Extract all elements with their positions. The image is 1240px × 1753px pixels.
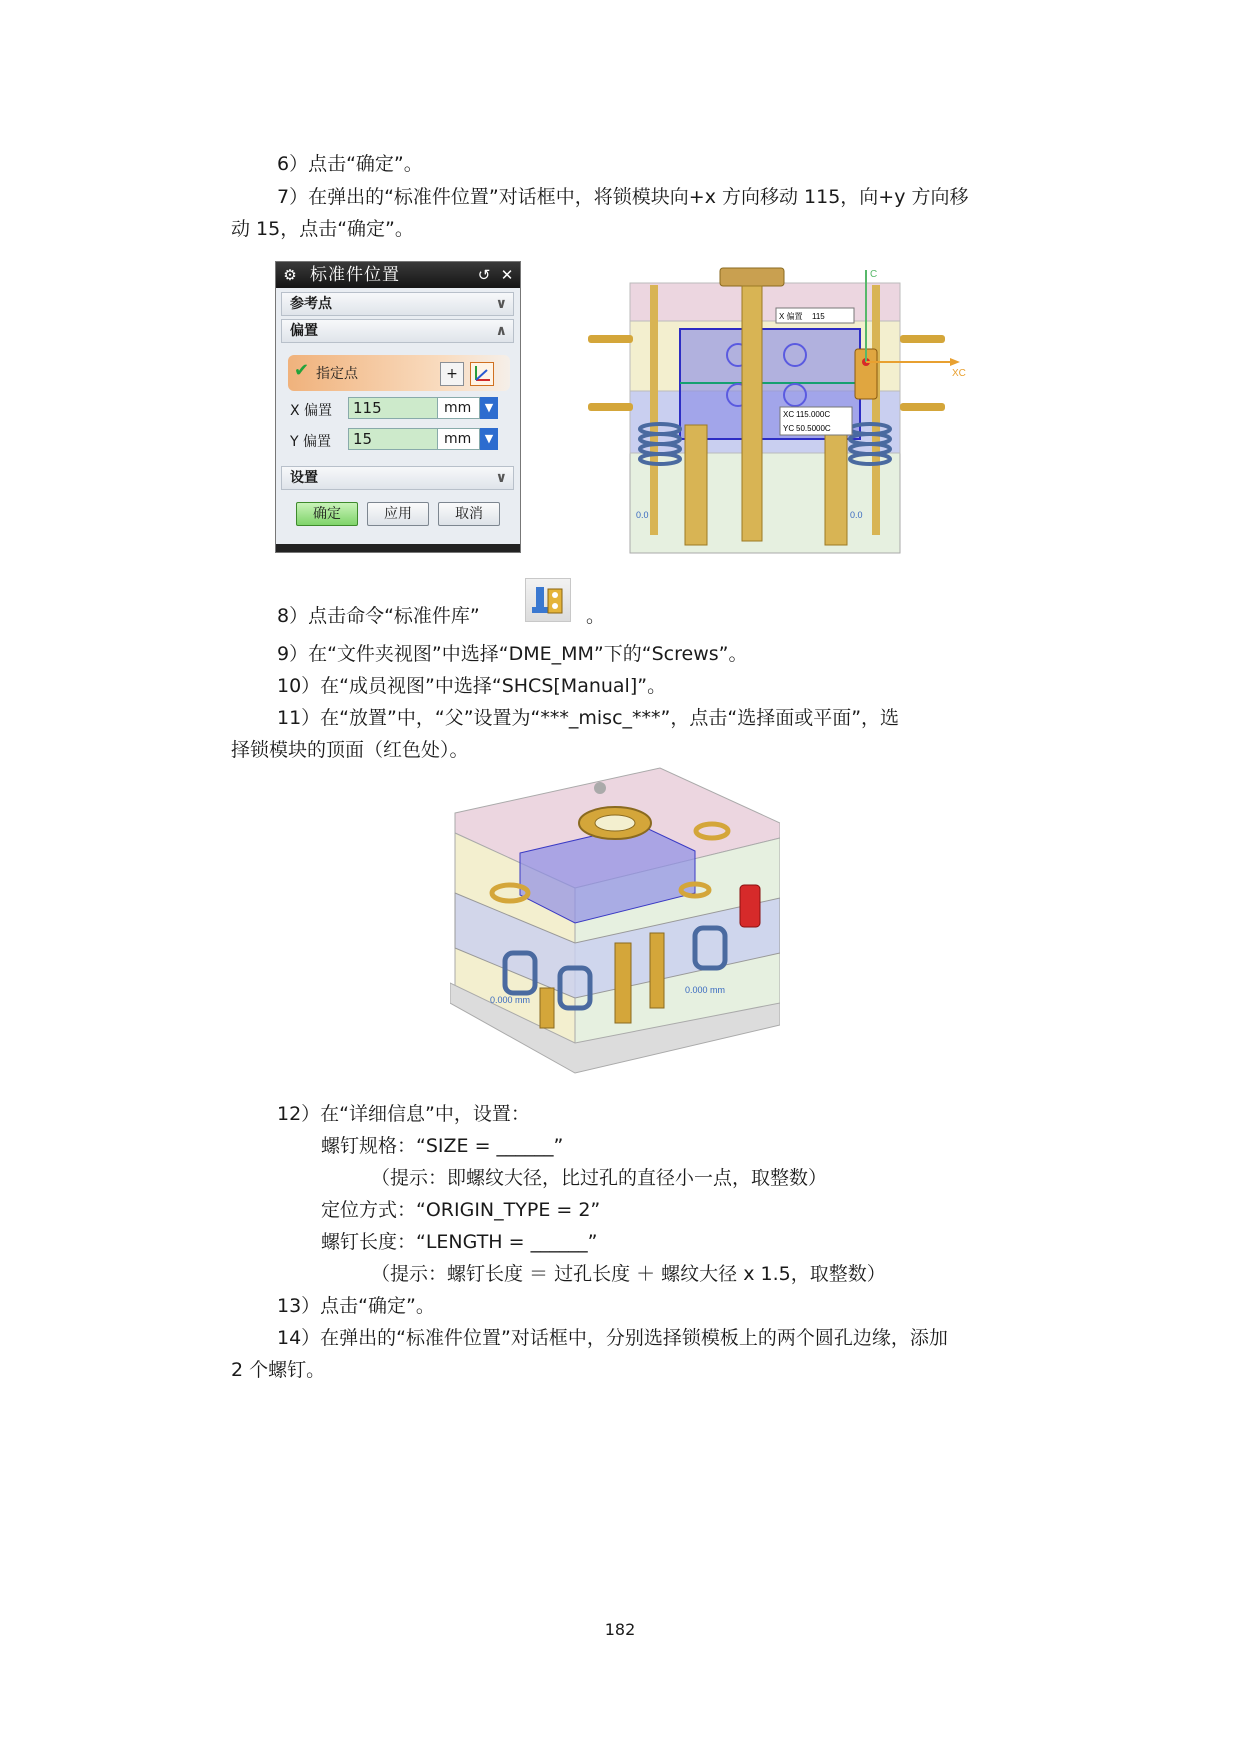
- y-offset-dropdown-icon[interactable]: ▼: [480, 428, 498, 450]
- checkmark-icon: ✔: [294, 360, 310, 381]
- return-pin: [650, 285, 658, 535]
- x-offset-unit[interactable]: mm: [438, 397, 480, 419]
- dialog-titlebar: [276, 262, 520, 288]
- close-icon[interactable]: ✕: [500, 266, 514, 284]
- point-dialog-icon[interactable]: +: [440, 362, 464, 386]
- sprue-bushing: [742, 286, 762, 541]
- step-6: 6）点击“确定”。: [277, 153, 423, 175]
- step-12-origin: 定位方式：“ORIGIN_TYPE = 2”: [321, 1199, 601, 1221]
- yc-value: 50.5000C: [796, 424, 831, 433]
- step-12-length: 螺钉长度：“LENGTH = ______”: [321, 1231, 598, 1253]
- yc-label: YC: [783, 424, 795, 433]
- section-reference-point[interactable]: [281, 292, 514, 316]
- step-12-hint2: （提示：螺钉长度 ＝ 过孔长度 ＋ 螺纹大径 x 1.5，取整数）: [371, 1263, 886, 1285]
- step-12-hint1: （提示：即螺纹大径，比过孔的直径小一点，取整数）: [371, 1167, 828, 1189]
- library-glyph-icon: [526, 579, 570, 621]
- iso-guide-pin: [650, 933, 664, 1008]
- iso-dim-text: 0.000 mm: [685, 985, 726, 995]
- step-7-line2: 动 15，点击“确定”。: [231, 218, 414, 240]
- step-8-end: 。: [586, 605, 606, 627]
- x-offset-label: X 偏置: [290, 403, 333, 419]
- specify-point-label: 指定点: [316, 366, 358, 382]
- x-offset-dropdown-icon[interactable]: ▼: [480, 397, 498, 419]
- y-offset-input[interactable]: 15: [348, 428, 438, 450]
- x-offset-tag-value: 115: [812, 312, 825, 321]
- xc-value: 115.000C: [796, 410, 831, 419]
- step-14-line1: 14）在弹出的“标准件位置”对话框中，分别选择锁模板上的两个圆孔边缘，添加: [277, 1327, 948, 1349]
- step-7-line1: 7）在弹出的“标准件位置”对话框中，将锁模块向+x 方向移动 115，向+y 方向移: [277, 186, 969, 208]
- iso-sprue-hole: [595, 815, 635, 831]
- ok-button[interactable]: 确定: [296, 502, 358, 526]
- sprue-ring: [720, 268, 784, 286]
- apply-button[interactable]: 应用: [367, 502, 429, 526]
- section-settings-label: 设置: [290, 470, 318, 486]
- axis-x-label: XC: [952, 368, 966, 379]
- gear-icon[interactable]: ⚙: [283, 266, 297, 284]
- x-offset-tag-label: X 偏置: [779, 312, 803, 321]
- water-fitting: [900, 403, 945, 411]
- x-offset-row: [288, 396, 510, 422]
- x-offset-input[interactable]: 115: [348, 397, 438, 419]
- y-offset-label: Y 偏置: [290, 434, 332, 450]
- iso-interlock-red: [740, 885, 760, 927]
- step-12-size: 螺钉规格：“SIZE = ______”: [321, 1135, 564, 1157]
- csys-icon[interactable]: [470, 362, 494, 386]
- page-number: 182: [604, 1620, 636, 1639]
- dialog-bottom-bar: [276, 544, 520, 552]
- standard-part-library-icon[interactable]: [525, 578, 571, 622]
- mold-top-plate: [630, 283, 900, 321]
- section-reference-label: 参考点: [290, 296, 332, 312]
- standard-part-position-dialog: [275, 261, 521, 553]
- mold-top-view-figure: [580, 265, 970, 555]
- xc-label: XC: [783, 410, 795, 419]
- dialog-title: 标准件位置: [310, 265, 400, 285]
- cancel-button[interactable]: 取消: [438, 502, 500, 526]
- step-12: 12）在“详细信息”中，设置：: [277, 1103, 530, 1125]
- y-offset-row: [288, 427, 510, 453]
- iso-top-hole: [594, 782, 606, 794]
- axis-z-label: C: [870, 269, 878, 280]
- section-offset[interactable]: [281, 319, 514, 343]
- dim-text: 0.0: [636, 510, 649, 520]
- water-fitting: [588, 335, 633, 343]
- guide-pin: [825, 425, 847, 545]
- mold-isometric-figure: [450, 763, 780, 1083]
- iso-dim-text: 0.000 mm: [490, 995, 531, 1005]
- iso-guide-pin: [615, 943, 631, 1023]
- step-10: 10）在“成员视图”中选择“SHCS[Manual]”。: [277, 675, 667, 697]
- step-11-line1: 11）在“放置”中，“父”设置为“***_misc_***”，点击“选择面或平面”，选: [277, 707, 900, 729]
- iso-support-pin: [540, 988, 554, 1028]
- return-pin: [872, 285, 880, 535]
- section-offset-label: 偏置: [290, 323, 318, 339]
- chevron-down-icon: ∨: [495, 296, 507, 312]
- guide-pin: [685, 425, 707, 545]
- water-fitting: [588, 403, 633, 411]
- csys-axes-icon: [471, 363, 493, 385]
- specify-point-row[interactable]: [288, 355, 510, 391]
- step-13: 13）点击“确定”。: [277, 1295, 435, 1317]
- section-settings[interactable]: [281, 466, 514, 490]
- dim-text: 0.0: [850, 510, 863, 520]
- chevron-down-icon: ∨: [495, 470, 507, 486]
- reset-icon[interactable]: ↺: [477, 266, 491, 284]
- x-axis-arrow: [950, 358, 960, 366]
- step-9: 9）在“文件夹视图”中选择“DME_MM”下的“Screws”。: [277, 643, 748, 665]
- step-14-line2: 2 个螺钉。: [231, 1359, 326, 1381]
- chevron-up-icon: ∧: [495, 323, 507, 339]
- step-8: 8）点击命令“标准件库”: [277, 605, 480, 627]
- step-11-line2: 择锁模块的顶面（红色处）。: [231, 739, 469, 761]
- water-fitting: [900, 335, 945, 343]
- y-offset-unit[interactable]: mm: [438, 428, 480, 450]
